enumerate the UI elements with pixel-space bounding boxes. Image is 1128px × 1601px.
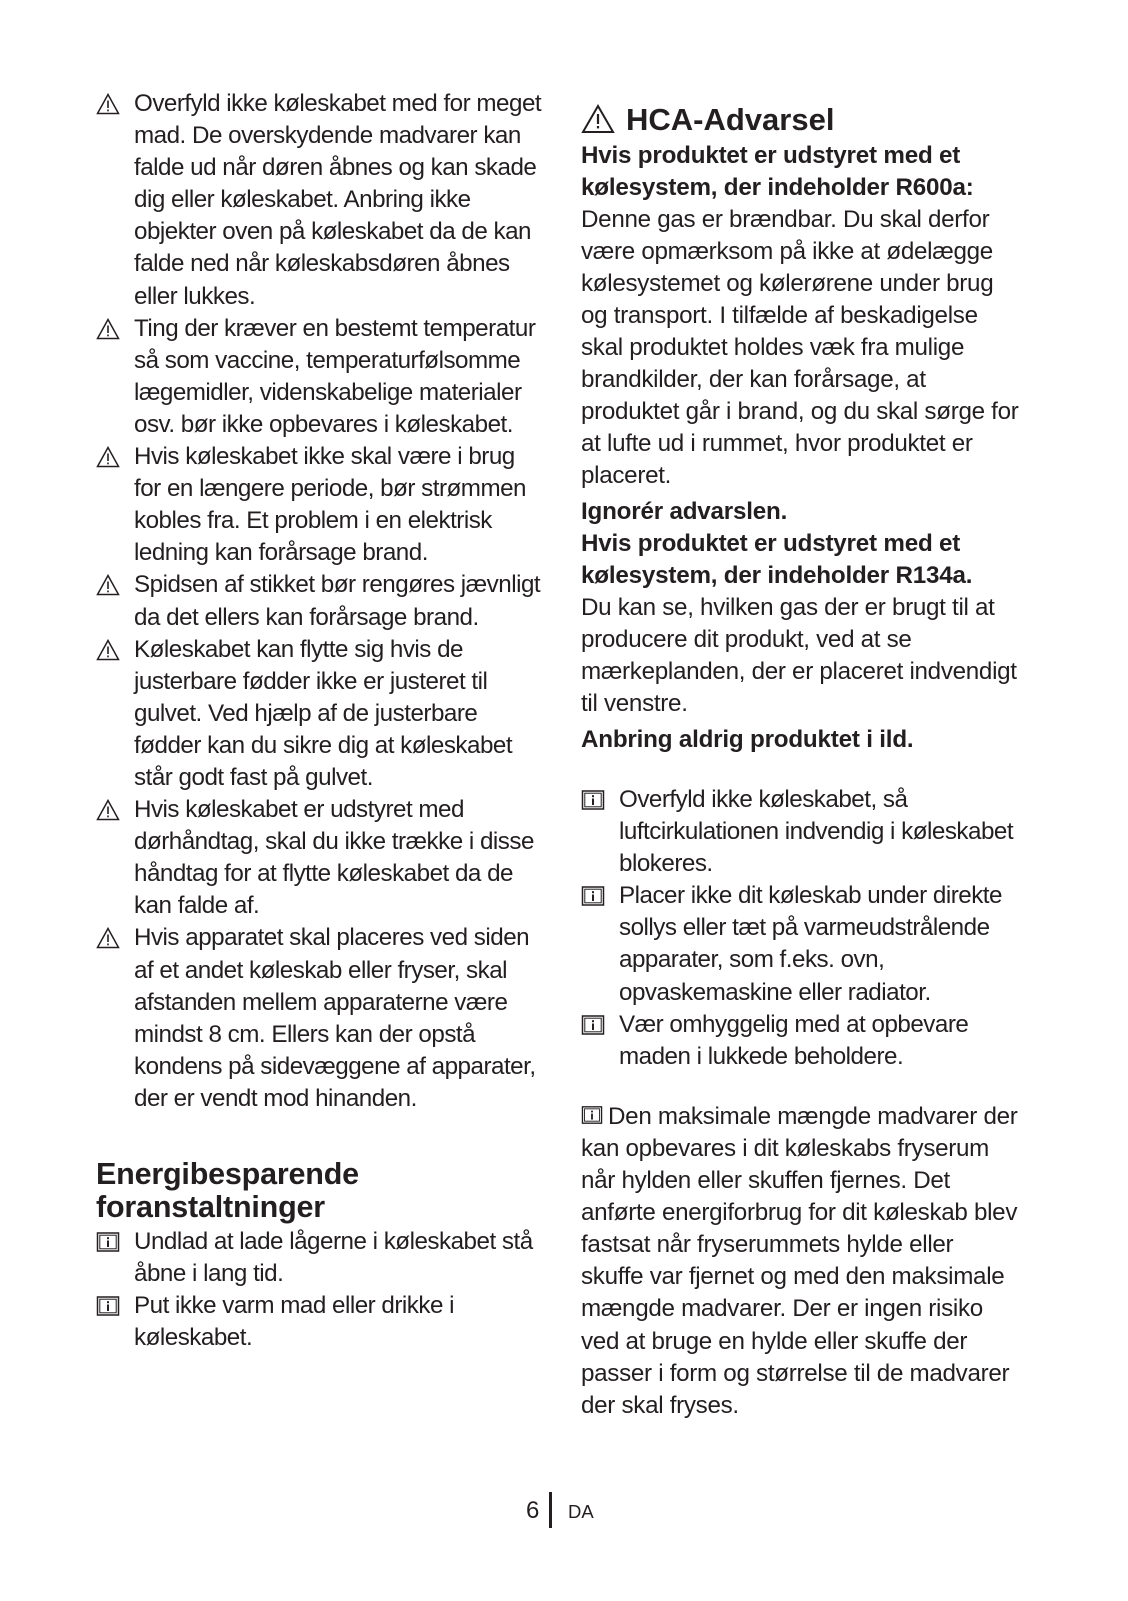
page-footer — [0, 1496, 1128, 1536]
never-fire-warning: Anbring aldrig produktet i ild. — [581, 726, 914, 753]
energy-title-line2: foranstaltninger — [96, 1190, 325, 1224]
info-item — [96, 1226, 544, 1290]
warning-triangle-icon — [96, 799, 120, 821]
warning-text: Hvis køleskabet er udstyret med dørhåndtag, skal du ikke trække i disse håndtag for at flytte køleskabet da de kan falde af. — [134, 796, 534, 920]
warning-triangle-icon — [96, 639, 120, 661]
page-number: 6 — [526, 1497, 540, 1524]
info-text: Put ikke varm mad eller drikke i køleskabet. — [134, 1292, 455, 1352]
info-icon — [96, 1231, 120, 1253]
warning-triangle-icon — [96, 318, 120, 340]
r600a-heading: Hvis produktet er udstyret med et kølesystem, der indeholder R600a: — [581, 142, 974, 201]
info-icon — [581, 885, 605, 907]
warning-triangle-icon — [96, 93, 120, 115]
info-icon — [96, 1295, 120, 1317]
info-item — [581, 1009, 1021, 1073]
info-item — [581, 880, 1021, 1008]
info-icon — [581, 1014, 605, 1036]
energy-section-title — [96, 1158, 544, 1224]
ignore-warning: Ignorér advarslen. — [581, 498, 788, 525]
warning-item — [96, 441, 544, 569]
warning-text: Spidsen af stikket bør rengøres jævnligt da det ellers kan forårsage brand. — [134, 571, 541, 631]
energy-list — [96, 1226, 544, 1354]
warning-triangle-icon — [581, 104, 615, 134]
max-capacity-paragraph — [581, 1101, 1021, 1422]
warning-triangle-icon — [96, 446, 120, 468]
info-item — [96, 1290, 544, 1354]
warning-item — [96, 88, 544, 313]
info-list — [581, 784, 1021, 1073]
info-item — [581, 784, 1021, 880]
warning-item — [96, 313, 544, 441]
max-capacity-text: Den maksimale mængde madvarer der kan opbevares i dit køleskabs fryserum når hylden eller skuffen fjernes. Det anførte energiforbrug for dit køleskab blev fastsat når fryserummets hylde eller skuffe var fjernet og med den maksimale mængde madvarer. Der er ingen risiko ved at bruge en hylde eller skuffe der passer i form og størrelse til de madvarer der skal fryses. — [581, 1102, 1018, 1419]
info-text: Placer ikke dit køleskab under direkte sollys eller tæt på varmeudstrålende apparater, som f.eks. ovn, opvaskemaskine eller radiator. — [619, 882, 1002, 1006]
r134a-heading: Hvis produktet er udstyret med et kølesystem, der indeholder R134a. — [581, 530, 973, 589]
info-icon — [581, 789, 605, 811]
warning-text: Overfyld ikke køleskabet med for meget mad. De overskydende madvarer kan falde ud når døren åbnes og kan skade dig eller køleskabet. Anbring ikke objekter oven på køleskabet da de kan falde ned når køleskabsdøren åbnes eller lukkes. — [134, 90, 542, 310]
warning-item — [96, 794, 544, 922]
energy-title-line1: Energibesparende — [96, 1157, 359, 1191]
right-column — [581, 88, 1021, 1422]
warning-triangle-icon — [96, 574, 120, 596]
warning-text: Hvis apparatet skal placeres ved siden af et andet køleskab eller fryser, skal afstanden mellem apparaterne være mindst 8 cm. Ellers kan der opstå kondens på sidevæggene af apparater, der er vendt mod hinanden. — [134, 924, 536, 1112]
warning-text: Hvis køleskabet ikke skal være i brug for en længere periode, bør strømmen kobles fra. Et problem i en elektrisk ledning kan forårsage brand. — [134, 443, 527, 567]
info-text: Overfyld ikke køleskabet, så luftcirkulationen indvendig i køleskabet blokeres. — [619, 786, 1014, 878]
warning-text: Ting der kræver en bestemt temperatur så som vaccine, temperaturfølsomme lægemidler, videnskabelige materialer osv. bør ikke opbevares i køleskabet. — [134, 314, 536, 438]
warning-list — [96, 88, 544, 1115]
info-text: Vær omhyggelig med at opbevare maden i lukkede beholdere. — [619, 1010, 969, 1070]
warning-triangle-icon — [96, 927, 120, 949]
warning-item — [96, 634, 544, 794]
info-text: Undlad at lade lågerne i køleskabet stå åbne i lang tid. — [134, 1228, 533, 1288]
info-icon — [581, 1105, 603, 1125]
warning-item — [96, 569, 544, 633]
hca-warning-heading — [581, 100, 1021, 140]
hca-title: HCA-Advarsel — [626, 102, 835, 137]
warning-text: Køleskabet kan flytte sig hvis de justerbare fødder ikke er justeret til gulvet. Ved hjælp af de justerbare fødder kan du sikre dig at køleskabet står godt fast på gulvet. — [134, 635, 513, 791]
language-code: DA — [568, 1501, 594, 1522]
footer-divider — [549, 1492, 552, 1528]
r600a-body: Denne gas er brændbar. Du skal derfor være opmærksom på ikke at ødelægge kølesystemet og kølerørene under brug og transport. I tilfælde af beskadigelse skal produktet holdes væk fra mulige brandkilder, der kan forårsage, at produktet går i brand, og du skal sørge for at lufte ud i rummet, hvor produktet er placeret. — [581, 206, 1019, 489]
warning-item — [96, 922, 544, 1115]
left-column — [96, 88, 544, 1354]
r134a-body: Du kan se, hvilken gas der er brugt til at producere dit produkt, ved at se mærkeplanden, der er placeret indvendigt til venstre. — [581, 594, 1017, 717]
